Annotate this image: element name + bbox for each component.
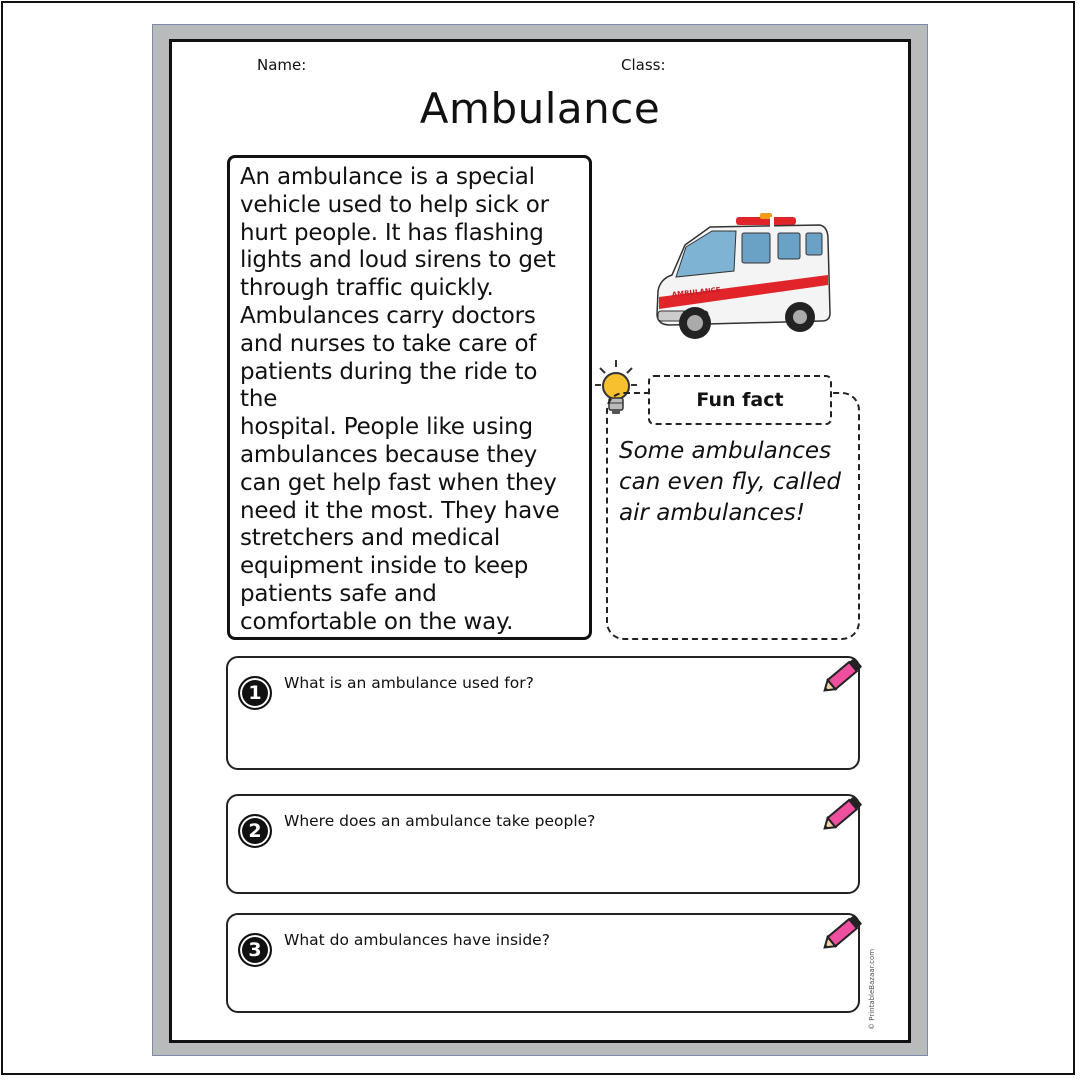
passage-line: and nurses to take care of xyxy=(240,330,537,357)
pencil-icon xyxy=(818,652,868,698)
fun-fact-label: Fun fact xyxy=(648,375,832,425)
passage-line: need it the most. They have xyxy=(240,497,560,524)
copyright-watermark: © PrintableBazaar.com xyxy=(868,948,876,1030)
passage-line: stretchers and medical xyxy=(240,525,501,552)
fun-fact-line: air ambulances! xyxy=(619,500,805,526)
question-text: Where does an ambulance take people? xyxy=(284,812,596,830)
passage-line: patients safe and xyxy=(240,580,437,607)
passage-line: lights and loud sirens to get xyxy=(240,247,556,274)
passage-line: through traffic quickly. xyxy=(240,275,494,302)
pencil-icon xyxy=(818,790,868,836)
ambulance-lettering: AMBULANCE xyxy=(671,285,722,299)
question-text: What is an ambulance used for? xyxy=(284,674,534,692)
ambulance-illustration xyxy=(650,205,835,350)
fun-fact-text xyxy=(619,436,855,529)
question-number-badge: 2 xyxy=(238,814,272,848)
question-1-answer-box[interactable] xyxy=(226,656,860,770)
reading-passage xyxy=(240,164,579,637)
passage-line: hurt people. It has flashing xyxy=(240,219,544,246)
passage-line: ambulances because they xyxy=(240,441,538,468)
passage-line: equipment inside to keep xyxy=(240,553,529,580)
passage-line: comfortable on the way. xyxy=(240,608,514,635)
pencil-icon xyxy=(818,909,868,955)
class-label: Class: xyxy=(621,56,666,74)
passage-line: vehicle used to help sick or xyxy=(240,191,549,218)
question-number-badge: 3 xyxy=(238,933,272,967)
fun-fact-line: can even fly, called xyxy=(619,469,842,495)
fun-fact-line: Some ambulances xyxy=(619,438,832,464)
question-number-badge: 1 xyxy=(238,676,272,710)
passage-line: hospital. People like using xyxy=(240,414,533,441)
question-2-answer-box[interactable] xyxy=(226,794,860,894)
page-title: Ambulance xyxy=(419,84,661,133)
passage-line: patients during the ride to the xyxy=(240,358,538,413)
passage-line: Ambulances carry doctors xyxy=(240,302,536,329)
passage-line: An ambulance is a special xyxy=(240,164,535,190)
passage-line: can get help fast when they xyxy=(240,469,557,496)
question-3-answer-box[interactable] xyxy=(226,913,860,1013)
name-label: Name: xyxy=(257,56,307,74)
reading-passage-box xyxy=(227,155,592,640)
question-text: What do ambulances have inside? xyxy=(284,931,550,949)
